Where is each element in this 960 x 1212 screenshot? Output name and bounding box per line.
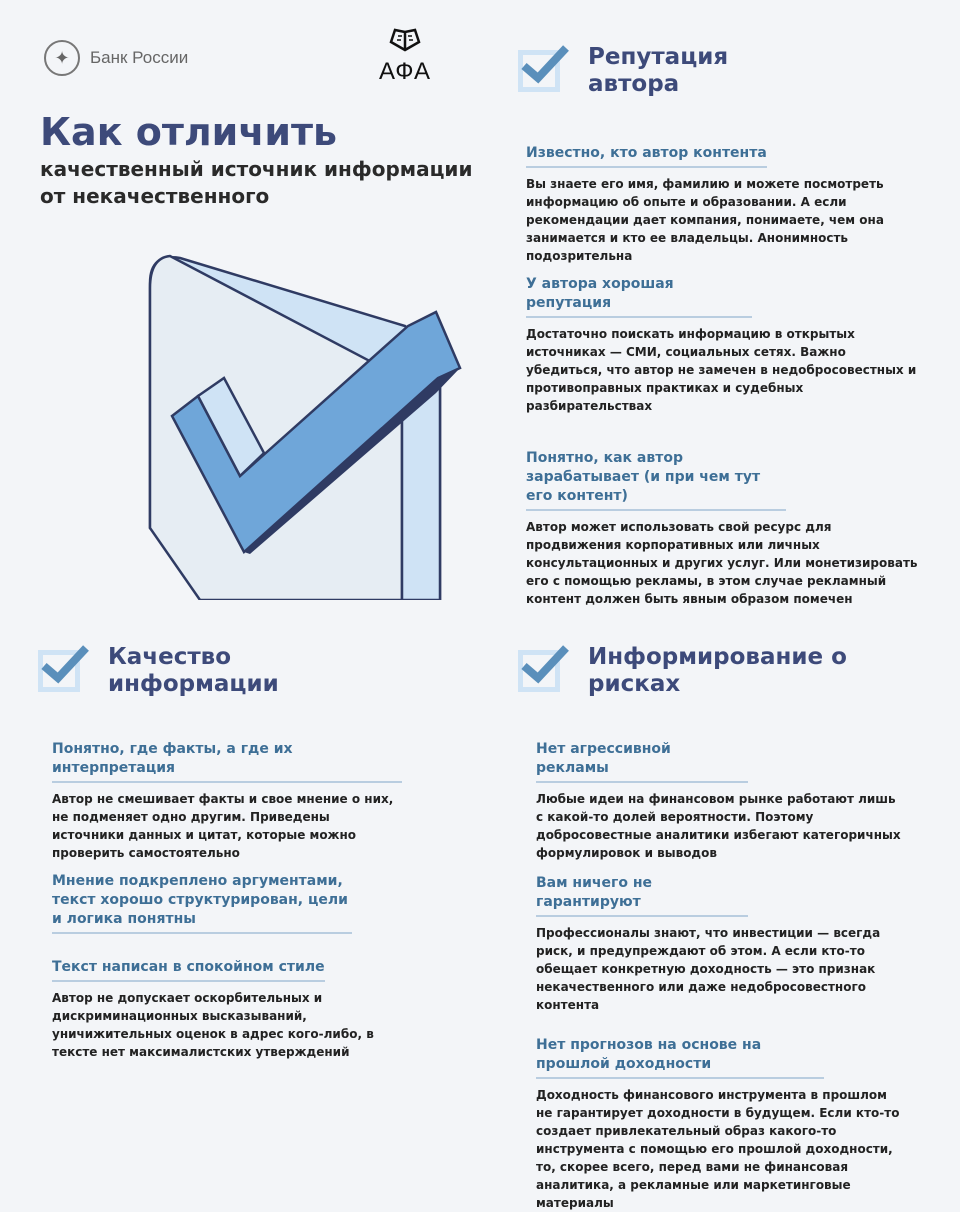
item-heading: Мнение подкреплено аргументами, текст хорошо структурирован, цели и логика понятны <box>52 872 352 934</box>
page-subtitle: качественный источник информации от некачественного <box>40 157 473 208</box>
afa-logo <box>370 28 440 86</box>
item-body: Достаточно поискать информацию в открытых источниках — СМИ, социальных сетях. Важно убедиться, что автор не замечен в недобросовестных и противоправных практиках и судебных разбирательствах <box>526 327 917 413</box>
section-risks-items <box>536 740 906 1212</box>
item-heading: Понятно, как автор зарабатывает (и при чем тут его контент) <box>526 449 786 511</box>
item-body: Автор не смешивает факты и свое мнение о них, не подменяет одно другим. Приведены источники данных и цитат, которые можно проверить самостоятельно <box>52 792 394 860</box>
afa-logo-text: АФА <box>379 58 431 85</box>
list-item <box>536 1036 906 1212</box>
list-item <box>52 956 402 1061</box>
item-body: Любые идеи на финансовом рынке работают лишь с какой-то долей вероятности. Поэтому добросовестные аналитики избегают категоричных формулировок и выводов <box>536 792 901 860</box>
item-heading: Понятно, где факты, а где их интерпретация <box>52 740 402 783</box>
list-item <box>52 872 402 934</box>
item-heading: Нет прогнозов на основе на прошлой доходности <box>536 1036 824 1079</box>
page-title: Как отличить <box>40 110 338 154</box>
item-body: Доходность финансового инструмента в прошлом не гарантирует доходности в будущем. Если кто-то создает привлекательный образ какого-то инструмента с помощью его прошлой доходности, то, скорее всего, перед вами не финансовая аналитика, а рекламные или маркетинговые материалы <box>536 1088 900 1210</box>
list-item <box>526 449 926 608</box>
list-item <box>536 740 906 862</box>
checkbox-icon <box>38 644 86 692</box>
item-heading: Известно, кто автор контента <box>526 144 767 168</box>
section-risks-header <box>518 644 848 698</box>
item-body: Профессионалы знают, что инвестиции — всегда риск, и предупреждают об этом. А если кто-то обещает конкретную доходность — это признак некачественного или даже недобросовестного контента <box>536 926 881 1012</box>
item-body: Автор не допускает оскорбительных и дискриминационных высказываний, уничижительных оценок в адрес кого-либо, в тексте нет максималистских утверждений <box>52 991 374 1059</box>
bank-name: Банк России <box>90 48 189 67</box>
item-heading: У автора хорошая репутация <box>526 275 752 318</box>
item-body: Вы знаете его имя, фамилию и можете посмотреть информацию об опыте и образовании. А если рекомендации дает компания, понимаете, чем она занимается и кто ее владельцы. Анонимность подозрительна <box>526 177 884 263</box>
checkmark-illustration <box>140 228 470 600</box>
section-quality-header <box>38 644 298 698</box>
section-quality-items <box>52 740 402 1061</box>
list-item <box>536 874 906 1014</box>
item-heading: Нет агрессивной рекламы <box>536 740 748 783</box>
section-reputation-header <box>518 44 768 98</box>
section-title: Репутация автора <box>588 44 729 97</box>
open-book-icon <box>387 28 423 54</box>
list-item <box>526 275 926 415</box>
list-item <box>526 142 926 265</box>
list-item <box>52 740 402 862</box>
item-heading: Текст написан в спокойном стиле <box>52 958 325 982</box>
section-title: Качество информации <box>108 644 279 697</box>
bank-of-russia-logo <box>44 40 188 76</box>
eagle-emblem-icon: ✦ <box>44 40 80 76</box>
section-title: Информирование о рисках <box>588 644 847 697</box>
item-body: Автор может использовать свой ресурс для продвижения корпоративных или личных консультационных и других услуг. Или монетизировать его с помощью рекламы, в этом случае рекламный контент должен быть явным образом помечен <box>526 520 918 606</box>
checkbox-icon <box>518 644 566 692</box>
section-reputation-items <box>526 142 926 608</box>
item-heading: Вам ничего не гарантируют <box>536 874 748 917</box>
checkbox-icon <box>518 44 566 92</box>
